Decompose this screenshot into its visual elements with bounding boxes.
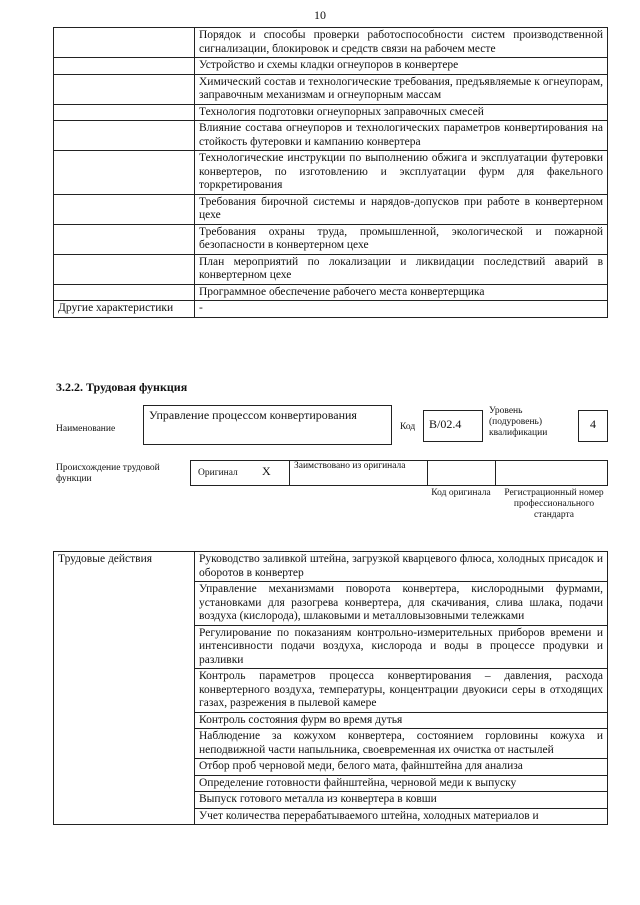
knowledge-row: Порядок и способы проверки работоспособности систем производственной сигнализации, блокировок и средств связи на рабочем месте	[195, 28, 608, 58]
code-value: В/02.4	[423, 410, 483, 442]
action-row: Управление механизмами поворота конвертера, кислородными фурмами, установками для разогрева конвертера, для скачивания, слива шлака, подачи воздуха (кислорода), шлаковыми и металловызовными тележками	[195, 582, 608, 626]
origin-label: Происхождение трудовой функции	[56, 463, 160, 484]
reg-caption: Регистрационный номер профессионального стандарта	[504, 488, 604, 520]
other-label: Другие характеристики	[54, 301, 195, 318]
code-caption: Код оригинала	[431, 488, 491, 498]
function-name: Управление процессом конвертирования	[143, 405, 392, 445]
action-row: Контроль параметров процесса конвертирования – давления, расхода конвертерного воздуха, температуры, концентрации двуокиси серы в отходящих газах, разрежения в пылевой камере	[195, 669, 608, 713]
action-row: Регулирование по показаниям контрольно-измерительных приборов времени и интенсивности подачи воздуха, кислорода и воды в процессе продувки и разливки	[195, 625, 608, 669]
action-row: Выпуск готового металла из конвертера в ковши	[195, 792, 608, 809]
code-label: Код	[400, 422, 416, 432]
knowledge-row: Требования охраны труда, промышленной, экологической и пожарной безопасности в конвертерном цехе	[195, 224, 608, 254]
knowledge-row: Влияние состава огнеупоров и технологических параметров конвертирования на стойкость футеровки и кампанию конвертера	[195, 121, 608, 151]
knowledge-row: Технологические инструкции по выполнению обжига и эксплуатации футеровки конвертеров, по изготовлению и эксплуатации фурм для факельного торкретирования	[195, 151, 608, 195]
knowledge-row: План мероприятий по локализации и ликвидации последствий аварий в конвертерном цехе	[195, 254, 608, 284]
level-value: 4	[578, 410, 608, 442]
name-label: Наименование	[56, 424, 116, 434]
action-row: Отбор проб черновой меди, белого мата, файнштейна для анализа	[195, 759, 608, 776]
action-row: Контроль состояния фурм во время дутья	[195, 712, 608, 729]
other-value: -	[195, 301, 608, 318]
action-row: Учет количества перерабатываемого штейна, холодных материалов и	[195, 808, 608, 825]
action-row: Определение готовности файнштейна, черновой меди к выпуску	[195, 775, 608, 792]
knowledge-row: Технология подготовки огнеупорных заправочных смесей	[195, 104, 608, 121]
section-title: 3.2.2. Трудовая функция	[56, 380, 188, 394]
page-number: 10	[314, 8, 326, 22]
knowledge-row: Программное обеспечение рабочего места конвертерщика	[195, 284, 608, 301]
action-row: Наблюдение за кожухом конвертера, состоянием горловины кожуха и неподвижной части напыльника, своевременная их очистка от настылей	[195, 729, 608, 759]
action-row: Руководство заливкой штейна, загрузкой кварцевого флюса, холодных присадок и оборотов в конвертер	[195, 552, 608, 582]
knowledge-table	[53, 27, 608, 318]
knowledge-row: Требования бирочной системы и нарядов-допусков при работе в конвертерном цехе	[195, 194, 608, 224]
knowledge-row: Химический состав и технологические требования, предъявляемые к огнеупорам, заправочным механизмам и огнеупорным массам	[195, 74, 608, 104]
actions-label: Трудовые действия	[54, 552, 195, 825]
original-mark: X	[262, 464, 271, 478]
level-label: Уровень (подуровень) квалификации	[489, 406, 548, 438]
borrowed-label: Заимствовано из оригинала	[294, 461, 406, 471]
knowledge-row: Устройство и схемы кладки огнеупоров в конвертере	[195, 58, 608, 75]
actions-table	[53, 551, 608, 825]
original-label: Оригинал	[198, 468, 238, 478]
